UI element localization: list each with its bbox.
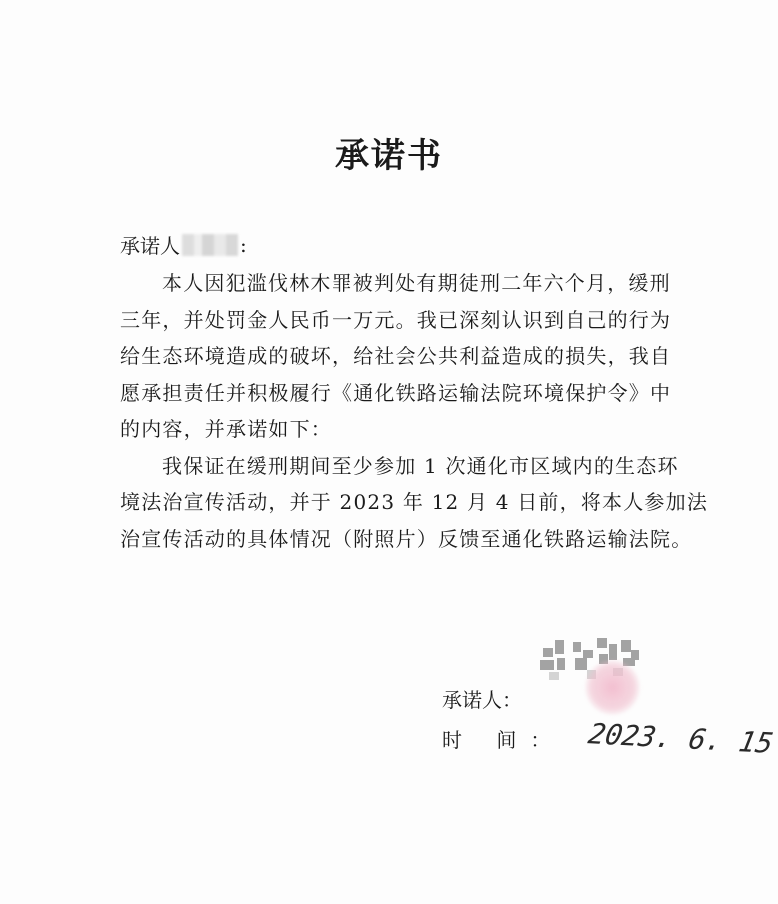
body-line: 愿承担责任并积极履行《通化铁路运输法院环境保护令》中 <box>120 380 672 405</box>
handwritten-date: 2023. 6. 15 <box>585 716 777 760</box>
document-title: 承诺书 <box>335 136 443 176</box>
body-line: 给生态环境造成的破坏，给社会公共利益造成的损失，我自 <box>120 344 672 368</box>
addressee-label: 承诺人 <box>120 234 180 258</box>
body-text <box>120 265 709 557</box>
body-line: 境法治宣传活动，并于 2023 年 12 月 4 日前，将本人参加法 <box>120 490 709 514</box>
time-label: 时 间： <box>442 727 565 752</box>
time-row <box>442 716 777 760</box>
redacted-name <box>182 234 238 256</box>
body-line: 的内容，并承诺如下： <box>120 417 332 441</box>
signer-row <box>442 678 774 718</box>
signer-label: 承诺人： <box>442 687 522 712</box>
addressee-line <box>120 230 247 259</box>
body-line: 我保证在缓刑期间至少参加 1 次通化市区域内的生态环 <box>162 453 679 478</box>
body-line: 本人因犯滥伐林木罪被判处有期徒刑二年六个月，缓刑 <box>162 271 671 295</box>
body-line: 三年，并处罚金人民币一万元。我已深刻认识到自己的行为 <box>120 307 672 332</box>
addressee-colon: : <box>240 232 247 257</box>
body-line: 治宣传活动的具体情况（附照片）反馈至通化铁路运输法院。 <box>120 526 693 551</box>
signature-block <box>442 678 777 760</box>
